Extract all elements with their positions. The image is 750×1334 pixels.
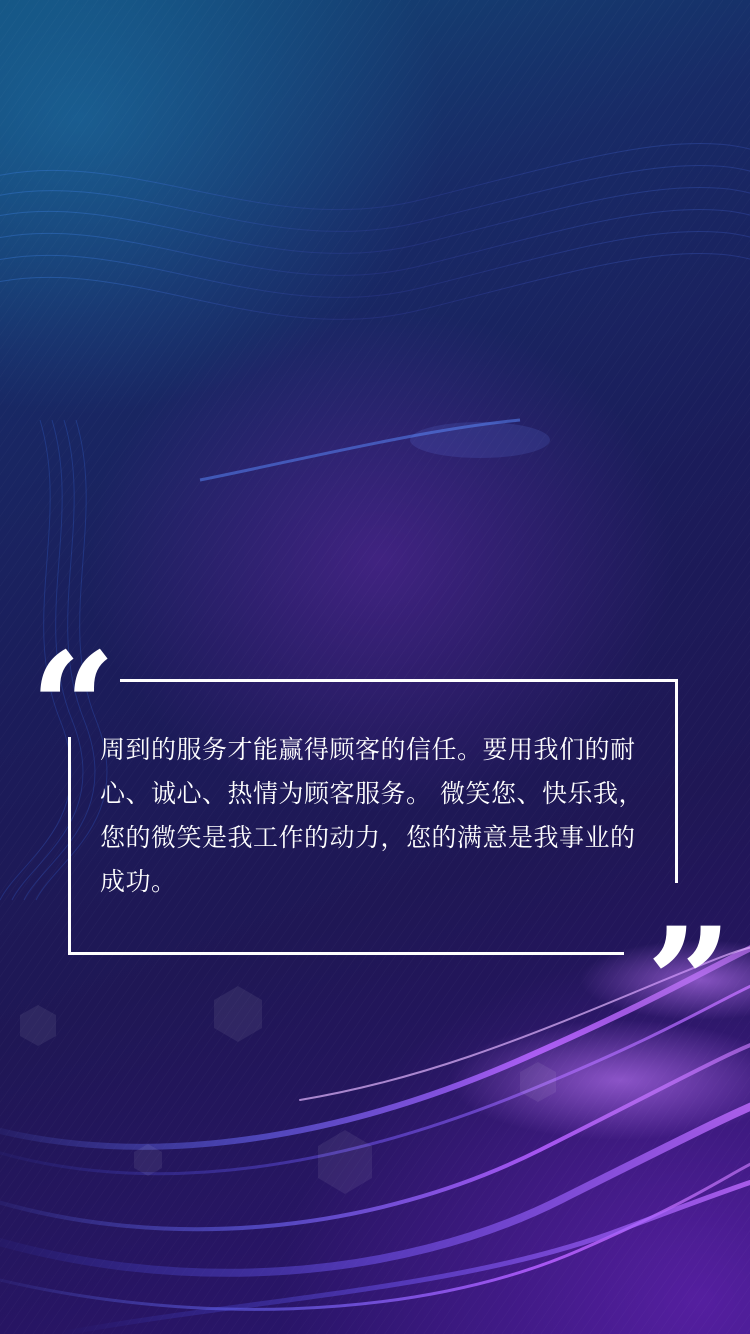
- frame-bottom-line: [68, 952, 624, 955]
- close-quote-icon: ”: [646, 895, 733, 1071]
- open-quote-icon: “: [30, 620, 117, 796]
- quote-text: 周到的服务才能赢得顾客的信任。要用我们的耐心、诚心、热情为顾客服务。 微笑您、快乐我，您的微笑是我工作的动力，您的满意是我事业的成功。: [100, 735, 644, 896]
- frame-right-line: [675, 679, 678, 883]
- frame-top-line: [120, 679, 678, 682]
